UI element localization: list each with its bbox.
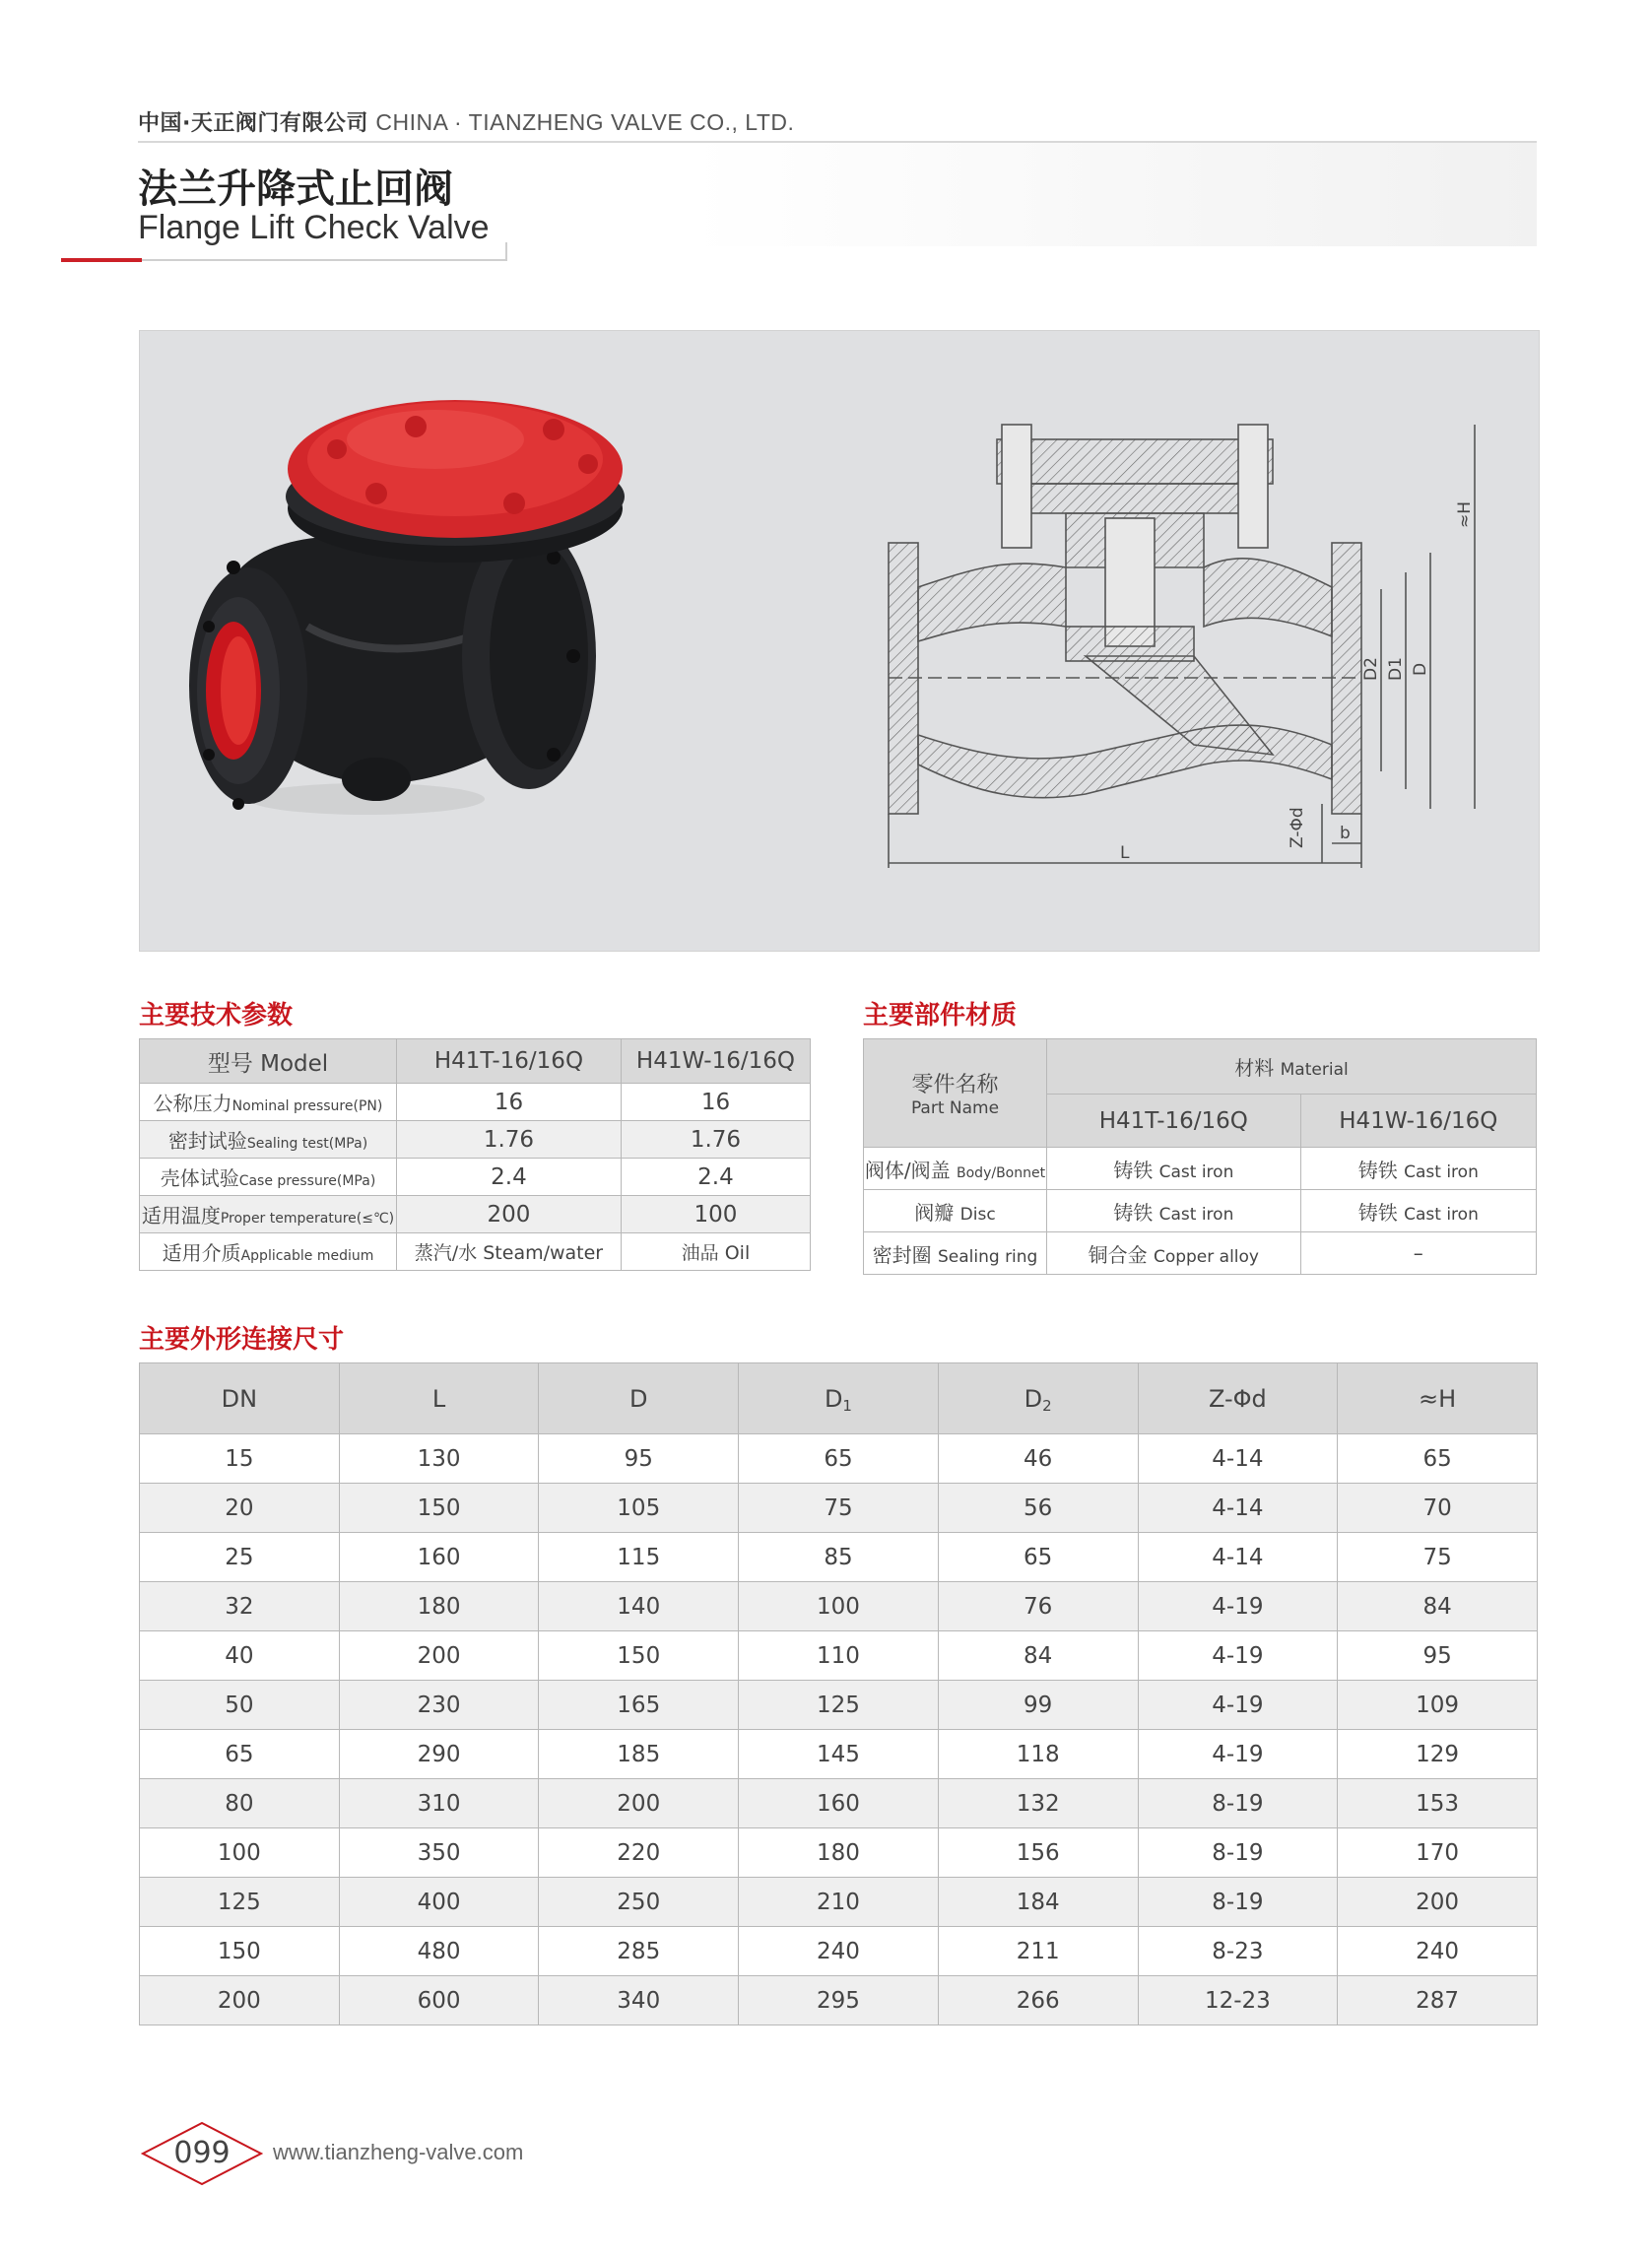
spec-value: 200 [397,1196,622,1233]
materials-header-material [1047,1039,1537,1095]
table-row [140,1976,1538,2025]
dim-cell: 310 [339,1779,539,1828]
dim-cell: 65 [140,1730,340,1779]
table-row [140,1434,1538,1484]
part-label: 阀瓣 Disc [864,1190,1047,1232]
materials-header-part [864,1039,1047,1148]
dim-cell: 200 [539,1779,739,1828]
table-row [140,1828,1538,1878]
dim-cell: 4-19 [1138,1730,1338,1779]
title-accent-bar [61,258,142,262]
spec-value: 16 [621,1084,810,1121]
dim-cell: 4-14 [1138,1434,1338,1484]
spec-table [139,1038,811,1271]
dim-cell: 156 [938,1828,1138,1878]
spec-header-col1: H41T-16/16Q [397,1039,622,1084]
dim-cell: 230 [339,1681,539,1730]
spec-label: 公称压力Nominal pressure(PN) [140,1084,397,1121]
dim-cell: 115 [539,1533,739,1582]
dim-cell: 15 [140,1434,340,1484]
dim-cell: 285 [539,1927,739,1976]
dimensions-table [139,1362,1538,2025]
dim-cell: 170 [1338,1828,1538,1878]
dim-cell: 400 [339,1878,539,1927]
spec-value: 16 [397,1084,622,1121]
table-row [140,1927,1538,1976]
material-value: 铸铁 Cast iron [1300,1190,1536,1232]
dim-cell: 250 [539,1878,739,1927]
dim-label-d1: D1 [1386,657,1406,681]
table-row [140,1779,1538,1828]
materials-header-col2: H41W-16/16Q [1300,1095,1536,1148]
dim-cell: 85 [739,1533,939,1582]
dim-cell: 153 [1338,1779,1538,1828]
spec-header-model-en: Model [260,1050,329,1077]
dim-cell: 350 [339,1828,539,1878]
spec-value: 1.76 [621,1121,810,1159]
spec-label: 密封试验Sealing test(MPa) [140,1121,397,1159]
dim-cell: 184 [938,1878,1138,1927]
table-row [140,1878,1538,1927]
dim-cell: 240 [1338,1927,1538,1976]
dim-cell: 99 [938,1681,1138,1730]
title-underline-tick [505,242,507,261]
table-row [864,1190,1537,1232]
company-name [138,106,794,137]
spec-header-model [140,1039,397,1084]
dim-cell: 4-19 [1138,1582,1338,1631]
dim-cell: 140 [539,1582,739,1631]
materials-header-row [864,1039,1537,1095]
materials-header-col1: H41T-16/16Q [1047,1095,1301,1148]
dim-cell: 132 [938,1779,1138,1828]
spec-header-col2: H41W-16/16Q [621,1039,810,1084]
spec-value: 2.4 [621,1159,810,1196]
dim-label-b: b [1340,824,1351,843]
header-gradient-band [690,143,1537,246]
dim-cell: 295 [739,1976,939,2025]
dim-cell: 8-19 [1138,1878,1338,1927]
page-number: 099 [173,2136,231,2170]
page-title-cn: 法兰升降式止回阀 [138,166,453,212]
material-value: 铸铁 Cast iron [1300,1148,1536,1190]
dim-cell: 110 [739,1631,939,1681]
table-row [140,1631,1538,1681]
dim-cell: 75 [739,1484,939,1533]
spec-value: 1.76 [397,1121,622,1159]
dim-cell: 125 [739,1681,939,1730]
table-row [864,1232,1537,1275]
materials-table [863,1038,1537,1275]
dim-cell: 600 [339,1976,539,2025]
dim-cell: 200 [1338,1878,1538,1927]
dim-cell: 80 [140,1779,340,1828]
dim-cell: 180 [739,1828,939,1878]
dim-cell: 95 [1338,1631,1538,1681]
spec-value: 油品 Oil [621,1233,810,1271]
dim-cell: 70 [1338,1484,1538,1533]
dim-cell: 84 [1338,1582,1538,1631]
dim-cell: 40 [140,1631,340,1681]
dim-cell: 480 [339,1927,539,1976]
spec-header-row [140,1039,811,1084]
dim-cell: 4-14 [1138,1484,1338,1533]
dim-cell: 105 [539,1484,739,1533]
spec-value: 100 [621,1196,810,1233]
dim-header-d: D [539,1363,739,1434]
dim-cell: 4-19 [1138,1681,1338,1730]
dim-header-d2: $D_2$ [938,1363,1138,1434]
part-name-cn: 零件名称 [911,1073,999,1097]
title-underline [142,259,506,261]
dim-cell: 340 [539,1976,739,2025]
company-name-cn: 中国·天正阀门有限公司 [138,111,368,136]
dim-cell: 150 [539,1631,739,1681]
dim-cell: 150 [339,1484,539,1533]
dim-cell: 129 [1338,1730,1538,1779]
dim-cell: 46 [938,1434,1138,1484]
dim-cell: 211 [938,1927,1138,1976]
dim-cell: 100 [140,1828,340,1878]
table-row [140,1533,1538,1582]
dim-cell: 12-23 [1138,1976,1338,2025]
valve-photo [189,400,625,815]
dim-cell: 8-23 [1138,1927,1338,1976]
dim-cell: 210 [739,1878,939,1927]
website-link[interactable]: www.tianzheng-valve.com [273,2140,524,2164]
dim-cell: 200 [339,1631,539,1681]
spec-label: 壳体试验Case pressure(MPa) [140,1159,397,1196]
table-row [140,1233,811,1271]
material-value: 铸铁 Cast iron [1047,1148,1301,1190]
spec-label: 适用介质Applicable medium [140,1233,397,1271]
dim-cell: 290 [339,1730,539,1779]
product-image-panel [139,330,1540,952]
dim-header-d1: $D_1$ [739,1363,939,1434]
dim-cell: 32 [140,1582,340,1631]
dim-cell: 145 [739,1730,939,1779]
dim-cell: 4-14 [1138,1533,1338,1582]
dim-cell: 65 [938,1533,1138,1582]
material-en: Material [1280,1060,1349,1080]
dim-header-zd: Z-Φd [1138,1363,1338,1434]
table-row [140,1159,811,1196]
dim-cell: 160 [339,1533,539,1582]
dim-header-l: L [339,1363,539,1434]
table-row [140,1084,811,1121]
dim-cell: 65 [1338,1434,1538,1484]
dim-cell: 20 [140,1484,340,1533]
material-value: 铸铁 Cast iron [1047,1190,1301,1232]
dim-cell: 109 [1338,1681,1538,1730]
dim-cell: 84 [938,1631,1138,1681]
dim-cell: 8-19 [1138,1828,1338,1878]
dim-cell: 100 [739,1582,939,1631]
table-row [140,1582,1538,1631]
dim-cell: 76 [938,1582,1138,1631]
dim-label-d2: D2 [1361,657,1381,681]
dim-cell: 95 [539,1434,739,1484]
dim-label-d: D [1411,662,1430,676]
dim-cell: 25 [140,1533,340,1582]
material-value: – [1300,1232,1536,1275]
dim-header-dn: DN [140,1363,340,1434]
dim-cell: 50 [140,1681,340,1730]
valve-section-drawing [889,425,1475,868]
spec-header-model-cn: 型号 [207,1050,253,1077]
dim-cell: 185 [539,1730,739,1779]
table-row [140,1196,811,1233]
table-row [864,1148,1537,1190]
dim-cell: 56 [938,1484,1138,1533]
dim-cell: 160 [739,1779,939,1828]
part-label: 阀体/阀盖 Body/Bonnet [864,1148,1047,1190]
dim-cell: 65 [739,1434,939,1484]
table-row [140,1681,1538,1730]
dim-label-l: L [1120,843,1130,863]
dim-cell: 150 [140,1927,340,1976]
dimensions-header-row [140,1363,1538,1434]
dim-cell: 4-19 [1138,1631,1338,1681]
spec-value: 2.4 [397,1159,622,1196]
dim-cell: 266 [938,1976,1138,2025]
dim-cell: 220 [539,1828,739,1878]
dim-cell: 287 [1338,1976,1538,2025]
product-illustration [140,331,1539,951]
dimensions-section-title: 主要外形连接尺寸 [139,1325,345,1355]
dim-label-h: ≈H [1455,500,1475,528]
dim-cell: 125 [140,1878,340,1927]
part-name-en: Part Name [910,1098,1000,1118]
dim-cell: 240 [739,1927,939,1976]
material-value: 铜合金 Copper alloy [1047,1232,1301,1275]
dim-cell: 130 [339,1434,539,1484]
dim-cell: 200 [140,1976,340,2025]
dim-cell: 8-19 [1138,1779,1338,1828]
dim-cell: 165 [539,1681,739,1730]
material-cn: 材料 [1234,1056,1275,1080]
company-name-en: CHINA · TIANZHENG VALVE CO., LTD. [375,109,795,135]
dim-cell: 75 [1338,1533,1538,1582]
table-row [140,1484,1538,1533]
materials-section-title: 主要部件材质 [863,1001,1018,1030]
dim-cell: 180 [339,1582,539,1631]
part-label: 密封圈 Sealing ring [864,1232,1047,1275]
dim-header-h: ≈H [1338,1363,1538,1434]
spec-section-title: 主要技术参数 [139,1001,294,1030]
spec-value: 蒸汽/水 Steam/water [397,1233,622,1271]
dim-label-zd: Z-Φd [1288,807,1307,848]
table-row [140,1730,1538,1779]
table-row [140,1121,811,1159]
page-title-en: Flange Lift Check Valve [138,209,490,246]
dim-cell: 118 [938,1730,1138,1779]
spec-label: 适用温度Proper temperature(≤℃) [140,1196,397,1233]
